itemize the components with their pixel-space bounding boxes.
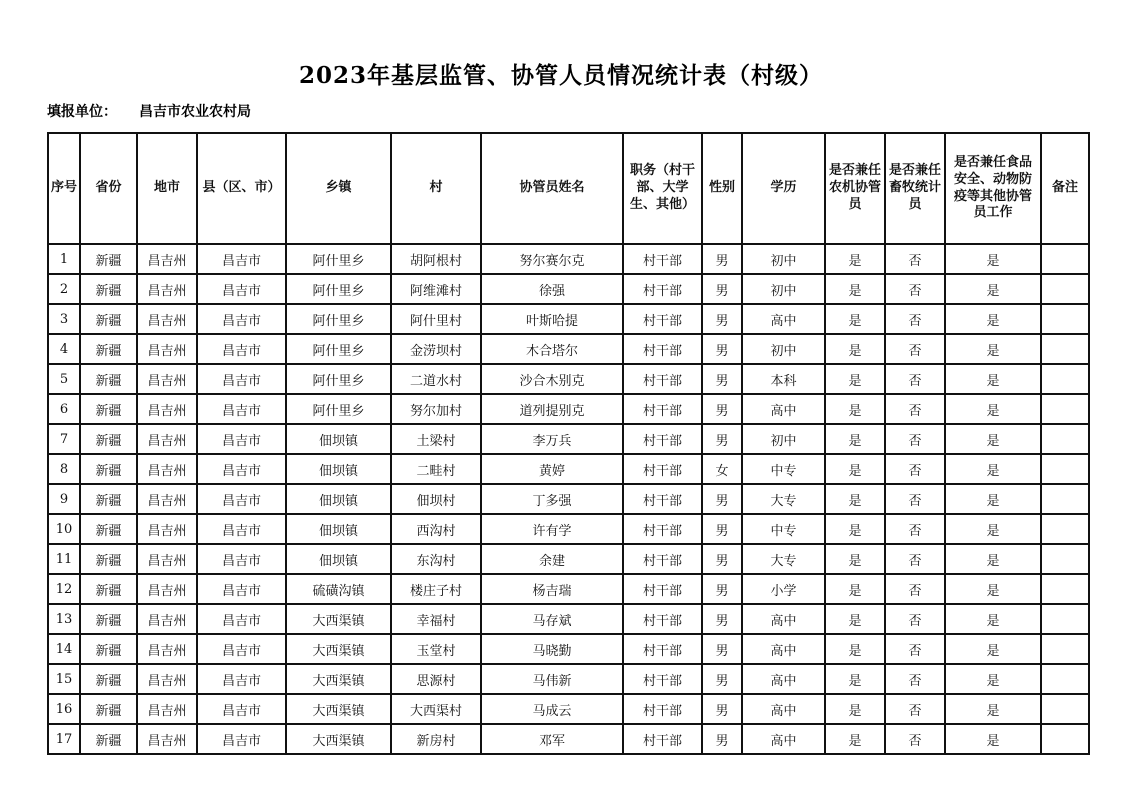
cell-remark (1041, 424, 1089, 454)
cell-village: 努尔加村 (391, 394, 481, 424)
cell-name: 杨吉瑞 (481, 574, 623, 604)
cell-education: 中专 (742, 514, 825, 544)
cell-position: 村干部 (623, 424, 702, 454)
report-unit (47, 101, 251, 121)
cell-position: 村干部 (623, 544, 702, 574)
cell-name: 沙合木别克 (481, 364, 623, 394)
cell-seq: 7 (48, 424, 80, 454)
cell-village: 土梁村 (391, 424, 481, 454)
cell-education: 大专 (742, 544, 825, 574)
column-header-livestock: 是否兼任畜牧统计员 (885, 133, 945, 244)
cell-education: 高中 (742, 724, 825, 754)
cell-position: 村干部 (623, 724, 702, 754)
cell-county: 昌吉市 (197, 424, 286, 454)
cell-seq: 13 (48, 604, 80, 634)
cell-county: 昌吉市 (197, 634, 286, 664)
table-row (48, 394, 1089, 424)
table-header (48, 133, 1089, 244)
cell-name: 余建 (481, 544, 623, 574)
cell-food_safety: 是 (945, 274, 1041, 304)
cell-province: 新疆 (80, 514, 137, 544)
cell-seq: 8 (48, 454, 80, 484)
cell-village: 二畦村 (391, 454, 481, 484)
cell-agri_machine: 是 (825, 274, 885, 304)
cell-education: 高中 (742, 664, 825, 694)
table-row (48, 514, 1089, 544)
cell-town: 阿什里乡 (286, 274, 391, 304)
table-body (48, 244, 1089, 754)
column-header-city: 地市 (137, 133, 197, 244)
cell-food_safety: 是 (945, 394, 1041, 424)
cell-town: 阿什里乡 (286, 334, 391, 364)
table-row (48, 604, 1089, 634)
cell-seq: 16 (48, 694, 80, 724)
cell-city: 昌吉州 (137, 454, 197, 484)
cell-city: 昌吉州 (137, 334, 197, 364)
cell-livestock: 否 (885, 394, 945, 424)
cell-city: 昌吉州 (137, 604, 197, 634)
cell-agri_machine: 是 (825, 664, 885, 694)
table-row (48, 304, 1089, 334)
column-header-seq: 序号 (48, 133, 80, 244)
cell-county: 昌吉市 (197, 544, 286, 574)
cell-food_safety: 是 (945, 694, 1041, 724)
cell-gender: 男 (702, 724, 742, 754)
cell-education: 本科 (742, 364, 825, 394)
cell-position: 村干部 (623, 694, 702, 724)
cell-gender: 男 (702, 304, 742, 334)
cell-name: 木合塔尔 (481, 334, 623, 364)
cell-position: 村干部 (623, 394, 702, 424)
cell-village: 新房村 (391, 724, 481, 754)
cell-gender: 男 (702, 274, 742, 304)
cell-province: 新疆 (80, 334, 137, 364)
cell-position: 村干部 (623, 484, 702, 514)
cell-village: 西沟村 (391, 514, 481, 544)
table-row (48, 574, 1089, 604)
cell-province: 新疆 (80, 454, 137, 484)
cell-food_safety: 是 (945, 544, 1041, 574)
cell-livestock: 否 (885, 454, 945, 484)
column-header-village: 村 (391, 133, 481, 244)
column-header-agri-machine: 是否兼任农机协管员 (825, 133, 885, 244)
cell-town: 佃坝镇 (286, 484, 391, 514)
cell-province: 新疆 (80, 484, 137, 514)
table-row (48, 274, 1089, 304)
cell-remark (1041, 364, 1089, 394)
cell-education: 高中 (742, 604, 825, 634)
cell-village: 思源村 (391, 664, 481, 694)
cell-village: 二道水村 (391, 364, 481, 394)
cell-gender: 男 (702, 514, 742, 544)
cell-name: 黄婷 (481, 454, 623, 484)
cell-city: 昌吉州 (137, 394, 197, 424)
cell-agri_machine: 是 (825, 694, 885, 724)
cell-seq: 9 (48, 484, 80, 514)
cell-gender: 男 (702, 424, 742, 454)
cell-city: 昌吉州 (137, 484, 197, 514)
cell-food_safety: 是 (945, 514, 1041, 544)
cell-position: 村干部 (623, 664, 702, 694)
cell-name: 丁多强 (481, 484, 623, 514)
table-row (48, 664, 1089, 694)
cell-province: 新疆 (80, 724, 137, 754)
header-row (48, 133, 1089, 244)
cell-gender: 男 (702, 664, 742, 694)
cell-agri_machine: 是 (825, 424, 885, 454)
cell-food_safety: 是 (945, 634, 1041, 664)
cell-town: 大西渠镇 (286, 694, 391, 724)
cell-agri_machine: 是 (825, 334, 885, 364)
cell-agri_machine: 是 (825, 544, 885, 574)
cell-remark (1041, 604, 1089, 634)
cell-province: 新疆 (80, 304, 137, 334)
cell-remark (1041, 634, 1089, 664)
column-header-remark: 备注 (1041, 133, 1089, 244)
cell-food_safety: 是 (945, 664, 1041, 694)
cell-town: 大西渠镇 (286, 724, 391, 754)
cell-name: 许有学 (481, 514, 623, 544)
cell-province: 新疆 (80, 424, 137, 454)
cell-seq: 12 (48, 574, 80, 604)
cell-province: 新疆 (80, 364, 137, 394)
cell-city: 昌吉州 (137, 724, 197, 754)
cell-county: 昌吉市 (197, 574, 286, 604)
cell-gender: 男 (702, 544, 742, 574)
cell-food_safety: 是 (945, 604, 1041, 634)
cell-name: 道列提别克 (481, 394, 623, 424)
cell-town: 佃坝镇 (286, 454, 391, 484)
cell-agri_machine: 是 (825, 454, 885, 484)
table-row (48, 334, 1089, 364)
cell-town: 大西渠镇 (286, 664, 391, 694)
cell-city: 昌吉州 (137, 634, 197, 664)
cell-livestock: 否 (885, 724, 945, 754)
cell-province: 新疆 (80, 664, 137, 694)
cell-food_safety: 是 (945, 334, 1041, 364)
cell-gender: 男 (702, 574, 742, 604)
cell-gender: 男 (702, 394, 742, 424)
column-header-name: 协管员姓名 (481, 133, 623, 244)
cell-gender: 女 (702, 454, 742, 484)
cell-livestock: 否 (885, 604, 945, 634)
cell-province: 新疆 (80, 694, 137, 724)
cell-town: 大西渠镇 (286, 634, 391, 664)
column-header-town: 乡镇 (286, 133, 391, 244)
cell-city: 昌吉州 (137, 664, 197, 694)
cell-gender: 男 (702, 634, 742, 664)
column-header-education: 学历 (742, 133, 825, 244)
cell-food_safety: 是 (945, 454, 1041, 484)
cell-seq: 10 (48, 514, 80, 544)
cell-county: 昌吉市 (197, 394, 286, 424)
cell-remark (1041, 394, 1089, 424)
cell-position: 村干部 (623, 634, 702, 664)
cell-food_safety: 是 (945, 724, 1041, 754)
cell-livestock: 否 (885, 694, 945, 724)
cell-name: 努尔赛尔克 (481, 244, 623, 274)
cell-education: 大专 (742, 484, 825, 514)
table-row (48, 364, 1089, 394)
cell-name: 马晓勤 (481, 634, 623, 664)
cell-province: 新疆 (80, 634, 137, 664)
cell-city: 昌吉州 (137, 304, 197, 334)
cell-village: 胡阿根村 (391, 244, 481, 274)
table-row (48, 484, 1089, 514)
cell-remark (1041, 304, 1089, 334)
cell-food_safety: 是 (945, 244, 1041, 274)
cell-county: 昌吉市 (197, 484, 286, 514)
cell-village: 楼庄子村 (391, 574, 481, 604)
cell-city: 昌吉州 (137, 364, 197, 394)
cell-village: 阿维滩村 (391, 274, 481, 304)
cell-seq: 6 (48, 394, 80, 424)
cell-remark (1041, 724, 1089, 754)
cell-position: 村干部 (623, 604, 702, 634)
cell-education: 高中 (742, 694, 825, 724)
cell-village: 阿什里村 (391, 304, 481, 334)
cell-livestock: 否 (885, 244, 945, 274)
cell-remark (1041, 544, 1089, 574)
cell-agri_machine: 是 (825, 304, 885, 334)
cell-remark (1041, 664, 1089, 694)
cell-education: 小学 (742, 574, 825, 604)
cell-town: 阿什里乡 (286, 394, 391, 424)
stats-table (47, 132, 1090, 755)
cell-city: 昌吉州 (137, 544, 197, 574)
cell-name: 马存斌 (481, 604, 623, 634)
cell-livestock: 否 (885, 544, 945, 574)
cell-position: 村干部 (623, 514, 702, 544)
cell-seq: 1 (48, 244, 80, 274)
cell-village: 玉堂村 (391, 634, 481, 664)
cell-town: 大西渠镇 (286, 604, 391, 634)
cell-agri_machine: 是 (825, 364, 885, 394)
cell-seq: 3 (48, 304, 80, 334)
cell-village: 东沟村 (391, 544, 481, 574)
cell-county: 昌吉市 (197, 244, 286, 274)
cell-education: 中专 (742, 454, 825, 484)
cell-town: 佃坝镇 (286, 424, 391, 454)
cell-name: 徐强 (481, 274, 623, 304)
cell-county: 昌吉市 (197, 514, 286, 544)
cell-livestock: 否 (885, 274, 945, 304)
cell-agri_machine: 是 (825, 484, 885, 514)
cell-name: 叶斯哈提 (481, 304, 623, 334)
cell-livestock: 否 (885, 664, 945, 694)
table-row (48, 724, 1089, 754)
column-header-gender: 性别 (702, 133, 742, 244)
cell-food_safety: 是 (945, 574, 1041, 604)
cell-livestock: 否 (885, 514, 945, 544)
cell-agri_machine: 是 (825, 514, 885, 544)
cell-education: 高中 (742, 394, 825, 424)
cell-town: 硫磺沟镇 (286, 574, 391, 604)
cell-agri_machine: 是 (825, 574, 885, 604)
cell-city: 昌吉州 (137, 574, 197, 604)
cell-name: 邓军 (481, 724, 623, 754)
cell-remark (1041, 454, 1089, 484)
column-header-county: 县（区、市） (197, 133, 286, 244)
cell-gender: 男 (702, 604, 742, 634)
cell-seq: 2 (48, 274, 80, 304)
cell-remark (1041, 514, 1089, 544)
table-row (48, 454, 1089, 484)
cell-livestock: 否 (885, 574, 945, 604)
cell-position: 村干部 (623, 364, 702, 394)
cell-remark (1041, 484, 1089, 514)
cell-livestock: 否 (885, 334, 945, 364)
cell-county: 昌吉市 (197, 664, 286, 694)
cell-city: 昌吉州 (137, 424, 197, 454)
cell-gender: 男 (702, 244, 742, 274)
cell-county: 昌吉市 (197, 304, 286, 334)
cell-county: 昌吉市 (197, 454, 286, 484)
page-title: 2023年基层监管、协管人员情况统计表（村级） (298, 62, 823, 89)
cell-county: 昌吉市 (197, 274, 286, 304)
cell-town: 阿什里乡 (286, 244, 391, 274)
cell-education: 高中 (742, 304, 825, 334)
cell-town: 阿什里乡 (286, 364, 391, 394)
cell-province: 新疆 (80, 274, 137, 304)
cell-name: 李万兵 (481, 424, 623, 454)
cell-gender: 男 (702, 694, 742, 724)
cell-seq: 17 (48, 724, 80, 754)
cell-agri_machine: 是 (825, 724, 885, 754)
cell-education: 初中 (742, 334, 825, 364)
cell-education: 初中 (742, 274, 825, 304)
cell-food_safety: 是 (945, 484, 1041, 514)
cell-village: 大西渠村 (391, 694, 481, 724)
cell-province: 新疆 (80, 604, 137, 634)
cell-county: 昌吉市 (197, 694, 286, 724)
cell-agri_machine: 是 (825, 244, 885, 274)
report-unit-label: 填报单位： (47, 104, 117, 120)
table-row (48, 544, 1089, 574)
cell-city: 昌吉州 (137, 244, 197, 274)
column-header-food-safety: 是否兼任食品安全、动物防疫等其他协管员工作 (945, 133, 1041, 244)
cell-county: 昌吉市 (197, 604, 286, 634)
cell-county: 昌吉市 (197, 334, 286, 364)
cell-remark (1041, 574, 1089, 604)
cell-agri_machine: 是 (825, 604, 885, 634)
cell-seq: 11 (48, 544, 80, 574)
cell-food_safety: 是 (945, 364, 1041, 394)
cell-village: 幸福村 (391, 604, 481, 634)
cell-livestock: 否 (885, 424, 945, 454)
cell-village: 金涝坝村 (391, 334, 481, 364)
cell-seq: 5 (48, 364, 80, 394)
cell-city: 昌吉州 (137, 694, 197, 724)
cell-food_safety: 是 (945, 304, 1041, 334)
table-row (48, 244, 1089, 274)
cell-food_safety: 是 (945, 424, 1041, 454)
cell-position: 村干部 (623, 304, 702, 334)
cell-remark (1041, 334, 1089, 364)
cell-county: 昌吉市 (197, 364, 286, 394)
cell-county: 昌吉市 (197, 724, 286, 754)
column-header-position: 职务（村干部、大学生、其他） (623, 133, 702, 244)
table-row (48, 694, 1089, 724)
cell-province: 新疆 (80, 544, 137, 574)
cell-livestock: 否 (885, 484, 945, 514)
cell-position: 村干部 (623, 454, 702, 484)
cell-position: 村干部 (623, 574, 702, 604)
cell-name: 马伟新 (481, 664, 623, 694)
cell-livestock: 否 (885, 304, 945, 334)
cell-position: 村干部 (623, 274, 702, 304)
cell-gender: 男 (702, 364, 742, 394)
cell-livestock: 否 (885, 634, 945, 664)
cell-name: 马成云 (481, 694, 623, 724)
cell-education: 高中 (742, 634, 825, 664)
cell-province: 新疆 (80, 244, 137, 274)
column-header-province: 省份 (80, 133, 137, 244)
table-row (48, 634, 1089, 664)
cell-town: 佃坝镇 (286, 544, 391, 574)
cell-education: 初中 (742, 424, 825, 454)
cell-town: 佃坝镇 (286, 514, 391, 544)
cell-village: 佃坝村 (391, 484, 481, 514)
cell-agri_machine: 是 (825, 394, 885, 424)
cell-position: 村干部 (623, 334, 702, 364)
cell-town: 阿什里乡 (286, 304, 391, 334)
cell-seq: 15 (48, 664, 80, 694)
table-row (48, 424, 1089, 454)
cell-remark (1041, 694, 1089, 724)
cell-gender: 男 (702, 334, 742, 364)
cell-position: 村干部 (623, 244, 702, 274)
cell-city: 昌吉州 (137, 514, 197, 544)
cell-city: 昌吉州 (137, 274, 197, 304)
cell-remark (1041, 244, 1089, 274)
cell-agri_machine: 是 (825, 634, 885, 664)
cell-seq: 14 (48, 634, 80, 664)
report-unit-value: 昌吉市农业农村局 (139, 104, 251, 120)
cell-province: 新疆 (80, 574, 137, 604)
cell-livestock: 否 (885, 364, 945, 394)
cell-education: 初中 (742, 244, 825, 274)
cell-seq: 4 (48, 334, 80, 364)
cell-remark (1041, 274, 1089, 304)
cell-gender: 男 (702, 484, 742, 514)
cell-province: 新疆 (80, 394, 137, 424)
